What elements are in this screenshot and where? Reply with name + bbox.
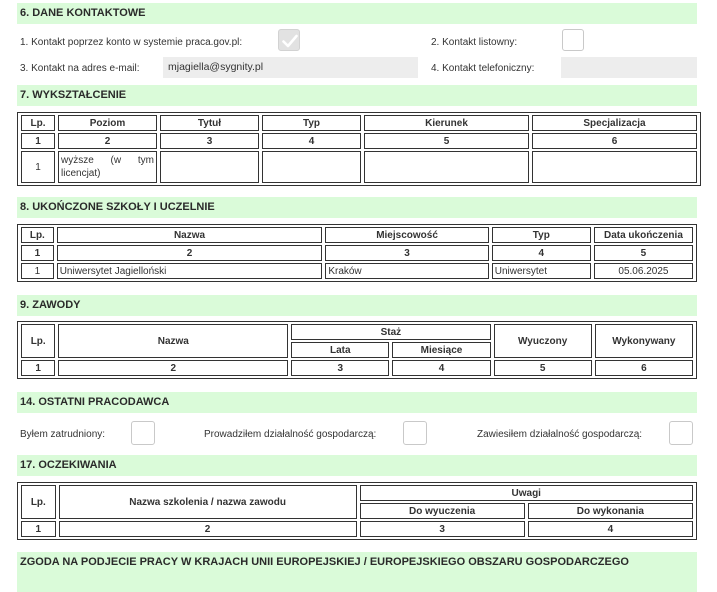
- contact-email-field[interactable]: mjagiella@sygnity.pl: [163, 57, 418, 78]
- column-number-row: [21, 245, 693, 261]
- column-header: Miesiące: [392, 342, 490, 358]
- schools-table: [17, 224, 697, 282]
- contact-email-label: 3. Kontakt na adres e-mail:: [20, 63, 140, 74]
- cell-city: Kraków: [325, 263, 488, 279]
- cell-graduation-date: 05.06.2025: [594, 263, 693, 279]
- column-header: Wyuczony: [494, 324, 592, 358]
- contact-mail-label: 2. Kontakt listowny:: [431, 37, 518, 48]
- column-number: 5: [594, 245, 693, 261]
- section-contact-header: 6. DANE KONTAKTOWE: [17, 3, 697, 24]
- cell-lp: 1: [21, 263, 54, 279]
- column-header: Uwagi: [360, 485, 694, 501]
- column-number: 4: [528, 521, 693, 537]
- cell-field: [364, 151, 529, 183]
- table-header-row: [21, 227, 693, 243]
- column-header: Kierunek: [364, 115, 529, 131]
- column-header: Wykonywany: [595, 324, 693, 358]
- section-schools-header: 8. UKOŃCZONE SZKOŁY I UCZELNIE: [17, 197, 697, 218]
- column-header: Typ: [262, 115, 361, 131]
- column-header: Staż: [291, 324, 490, 340]
- column-header: Miejscowość: [325, 227, 488, 243]
- column-number: 3: [160, 133, 259, 149]
- section-education-header: 7. WYKSZTAŁCENIE: [17, 85, 697, 106]
- contact-mail-checkbox[interactable]: [562, 29, 584, 51]
- column-number: 1: [21, 521, 56, 537]
- column-number: 2: [58, 360, 288, 376]
- contact-account-checkbox[interactable]: [278, 29, 300, 51]
- column-header: Nazwa: [58, 324, 288, 358]
- column-number: 3: [291, 360, 389, 376]
- section-consent-header: ZGODA NA PODJECIE PRACY W KRAJACH UNII EUROPEJSKIEJ / EUROPEJSKIEGO OBSZARU GOSPODARCZEGO: [17, 552, 697, 592]
- suspended-checkbox[interactable]: [669, 421, 693, 445]
- contact-phone-field[interactable]: [561, 57, 697, 78]
- column-number-row: [21, 133, 697, 149]
- suspended-label: Zawiesiłem działalność gospodarczą:: [477, 429, 643, 440]
- column-header: Specjalizacja: [532, 115, 697, 131]
- employed-label: Byłem zatrudniony:: [20, 429, 106, 440]
- column-number: 3: [360, 521, 525, 537]
- cell-lp: 1: [21, 151, 55, 183]
- business-checkbox[interactable]: [403, 421, 427, 445]
- check-icon: [282, 34, 298, 48]
- section-expectations-header: 17. OCZEKIWANIA: [17, 455, 697, 476]
- table-header-row: [21, 485, 693, 501]
- column-header: Data ukończenia: [594, 227, 693, 243]
- column-number: 2: [57, 245, 323, 261]
- contact-phone-label: 4. Kontakt telefoniczny:: [431, 63, 535, 74]
- column-header: Nazwa szkolenia / nazwa zawodu: [59, 485, 357, 519]
- column-number: 5: [494, 360, 592, 376]
- column-header: Do wyuczenia: [360, 503, 525, 519]
- column-number: 5: [364, 133, 529, 149]
- column-number: 4: [262, 133, 361, 149]
- section-professions-header: 9. ZAWODY: [17, 295, 697, 316]
- cell-title: [160, 151, 259, 183]
- column-header: Do wykonania: [528, 503, 693, 519]
- cell-school-name: Uniwersytet Jagielloński: [57, 263, 323, 279]
- table-row: [21, 263, 693, 279]
- table-header-row: [21, 324, 693, 340]
- column-number: 1: [21, 245, 54, 261]
- column-number: 1: [21, 133, 55, 149]
- column-header: Nazwa: [57, 227, 323, 243]
- cell-type: [262, 151, 361, 183]
- column-header: Lp.: [21, 324, 55, 358]
- section-employer-header: 14. OSTATNI PRACODAWCA: [17, 392, 697, 413]
- professions-table: [17, 321, 697, 379]
- column-header: Lp.: [21, 115, 55, 131]
- contact-account-label: 1. Kontakt poprzez konto w systemie praca.gov.pl:: [20, 37, 243, 48]
- table-row: [21, 151, 697, 183]
- column-number: 1: [21, 360, 55, 376]
- column-number: 6: [595, 360, 693, 376]
- column-header: Typ: [492, 227, 591, 243]
- cell-specialization: [532, 151, 697, 183]
- column-number-row: [21, 521, 693, 537]
- column-number: 3: [325, 245, 488, 261]
- column-number: 4: [492, 245, 591, 261]
- column-number: 6: [532, 133, 697, 149]
- column-number: 2: [58, 133, 157, 149]
- column-number-row: [21, 360, 693, 376]
- table-header-row: [21, 115, 697, 131]
- column-number: 4: [392, 360, 490, 376]
- cell-school-type: Uniwersytet: [492, 263, 591, 279]
- business-label: Prowadziłem działalność gospodarczą:: [204, 429, 377, 440]
- column-header: Poziom: [58, 115, 157, 131]
- column-header: Tytuł: [160, 115, 259, 131]
- cell-level: wyższe (w tym licencjat): [58, 151, 157, 183]
- education-table: [17, 112, 701, 186]
- column-header: Lp.: [21, 227, 54, 243]
- column-number: 2: [59, 521, 357, 537]
- column-header: Lp.: [21, 485, 56, 519]
- employed-checkbox[interactable]: [131, 421, 155, 445]
- expectations-table: [17, 482, 697, 540]
- column-header: Lata: [291, 342, 389, 358]
